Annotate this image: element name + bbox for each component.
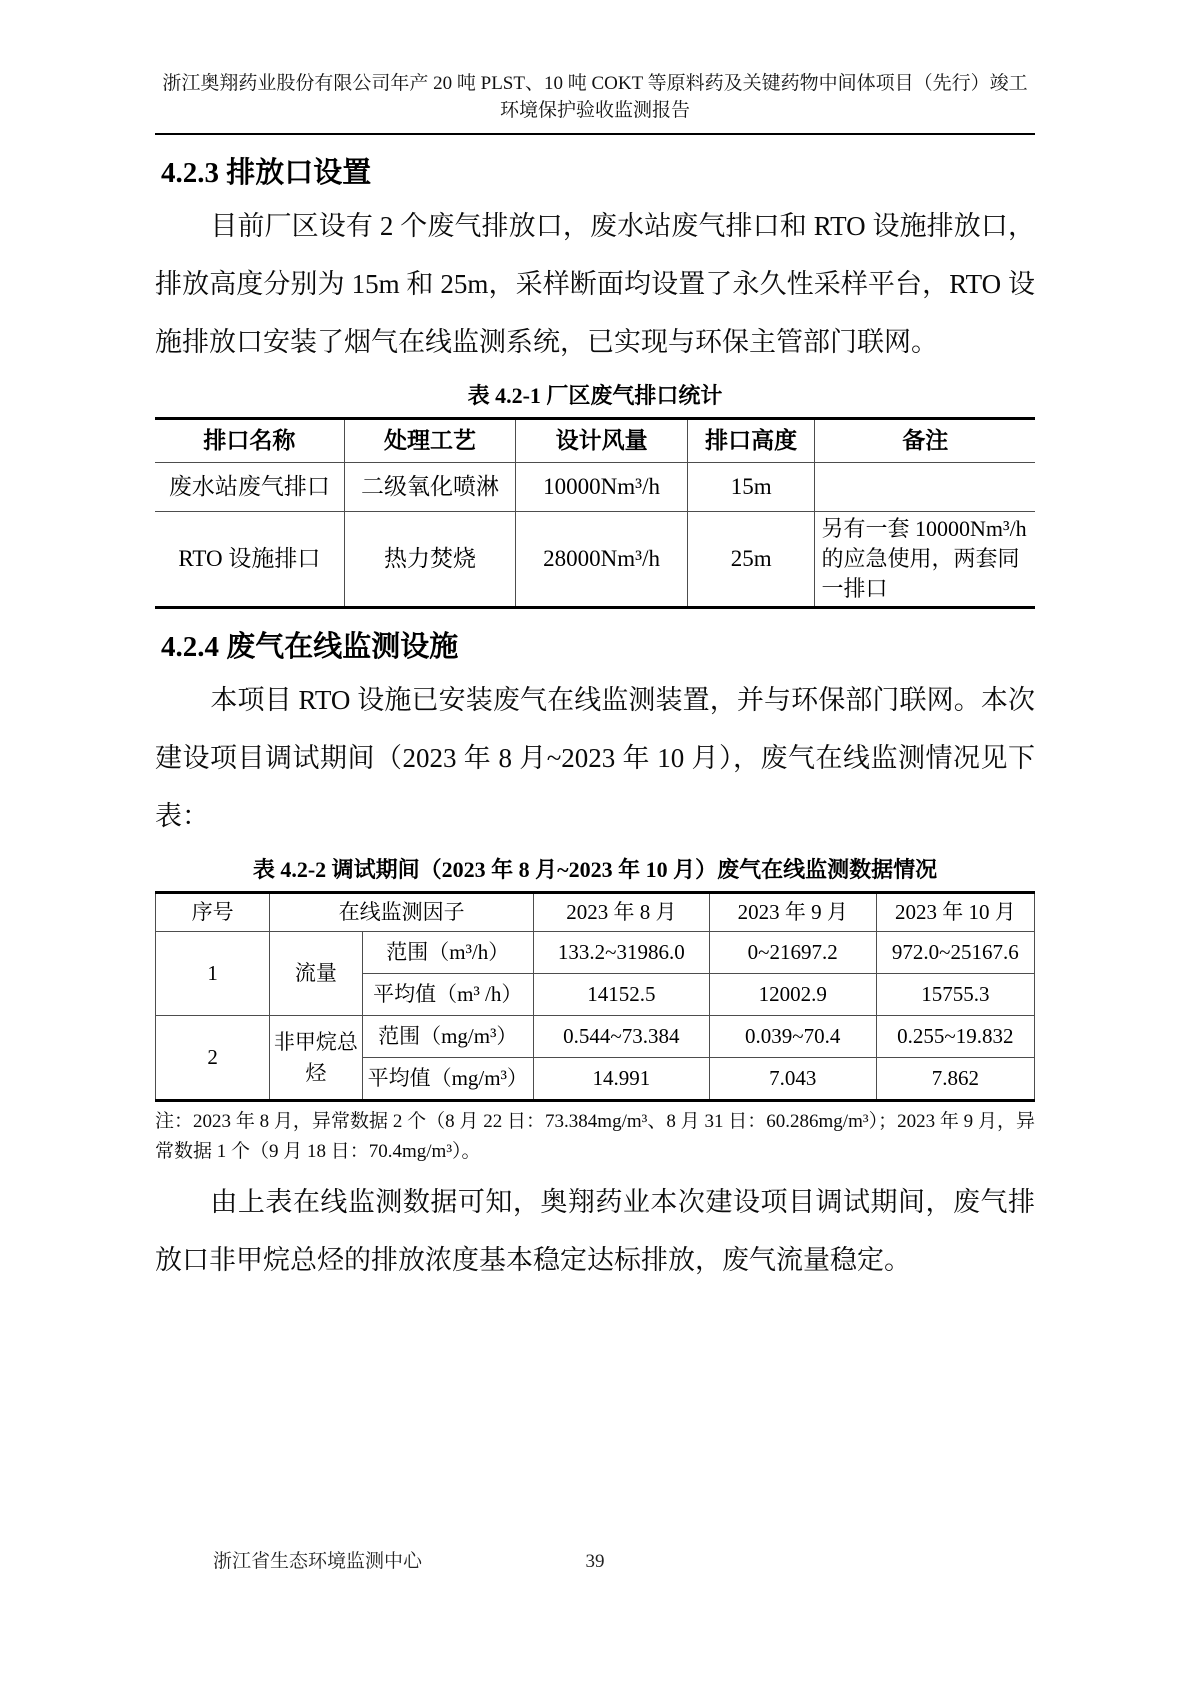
cell-height: 25m xyxy=(687,512,815,608)
col-header-no: 序号 xyxy=(156,893,270,932)
table-row xyxy=(156,932,1035,974)
table-row xyxy=(155,463,1035,512)
col-header-factor: 在线监测因子 xyxy=(270,893,534,932)
cell-value-oct: 972.0~25167.6 xyxy=(876,932,1034,974)
col-header-outlet-name: 排口名称 xyxy=(155,419,344,463)
col-header-airflow: 设计风量 xyxy=(516,419,688,463)
table-outlet-statistics xyxy=(155,417,1035,609)
paragraph-conclusion: 由上表在线监测数据可知，奥翔药业本次建设项目调试期间，废气排放口非甲烷总烃的排放浓度基本稳定达标排放，废气流量稳定。 xyxy=(155,1187,1035,1275)
cell-process: 热力焚烧 xyxy=(344,512,516,608)
cell-value-oct: 0.255~19.832 xyxy=(876,1016,1034,1058)
cell-stat-label: 范围（m³/h） xyxy=(362,932,533,974)
footer-page-number: 39 xyxy=(585,1551,605,1572)
table-note: 注：2023 年 8 月，异常数据 2 个（8 月 22 日：73.384mg/m³、8 月 31 日：60.286mg/m³）；2023 年 9 月，异常数据 1 个（9 月 18 日：70.4mg/m³）。 xyxy=(155,1111,1035,1162)
cell-value-oct: 7.862 xyxy=(876,1058,1034,1101)
section-heading-424: 4.2.4 废气在线监测设施 xyxy=(161,631,459,663)
footer-organization: 浙江省生态环境监测中心 xyxy=(213,1551,423,1572)
section-heading-423: 4.2.3 排放口设置 xyxy=(161,157,372,189)
cell-value-sep: 12002.9 xyxy=(709,974,876,1016)
cell-remark: 另有一套 10000Nm³/h 的应急使用，两套同一排口 xyxy=(815,512,1035,608)
cell-outlet-name: RTO 设施排口 xyxy=(155,512,344,608)
table-422-header-row xyxy=(156,893,1035,932)
cell-stat-label: 平均值（m³ /h） xyxy=(362,974,533,1016)
cell-value-oct: 15755.3 xyxy=(876,974,1034,1016)
cell-airflow: 28000Nm³/h xyxy=(516,512,688,608)
paragraph-outlets: 目前厂区设有 2 个废气排放口，废水站废气排口和 RTO 设施排放口，排放高度分别为 15m 和 25m，采样断面均设置了永久性采样平台，RTO 设施排放口安装了烟气在线监测系统，已实现与环保主管部门联网。 xyxy=(155,211,1035,357)
cell-stat-label: 平均值（mg/m³） xyxy=(362,1058,533,1101)
table-422-caption: 表 4.2-2 调试期间（2023 年 8 月~2023 年 10 月）废气在线监测数据情况 xyxy=(252,857,938,882)
table-row xyxy=(155,512,1035,608)
cell-no: 2 xyxy=(156,1016,270,1101)
paragraph-online-monitoring: 本项目 RTO 设施已安装废气在线监测装置，并与环保部门联网。本次建设项目调试期间（2023 年 8 月~2023 年 10 月），废气在线监测情况见下表： xyxy=(155,685,1035,831)
col-header-aug: 2023 年 8 月 xyxy=(533,893,709,932)
cell-factor: 非甲烷总烃 xyxy=(270,1016,362,1101)
col-header-height: 排口高度 xyxy=(687,419,815,463)
col-header-oct: 2023 年 10 月 xyxy=(876,893,1034,932)
report-title: 浙江奥翔药业股份有限公司年产 20 吨 PLST、10 吨 COKT 等原料药及关键药物中间体项目（先行）竣工环境保护验收监测报告 xyxy=(162,73,1028,121)
cell-value-aug: 133.2~31986.0 xyxy=(533,932,709,974)
cell-remark xyxy=(815,463,1035,512)
cell-no: 1 xyxy=(156,932,270,1016)
table-online-monitoring-data xyxy=(155,891,1035,1102)
cell-process: 二级氧化喷淋 xyxy=(344,463,516,512)
cell-factor: 流量 xyxy=(270,932,362,1016)
cell-height: 15m xyxy=(687,463,815,512)
cell-airflow: 10000Nm³/h xyxy=(516,463,688,512)
table-row xyxy=(156,1016,1035,1058)
cell-stat-label: 范围（mg/m³） xyxy=(362,1016,533,1058)
cell-value-aug: 14.991 xyxy=(533,1058,709,1101)
cell-value-aug: 0.544~73.384 xyxy=(533,1016,709,1058)
table-421-caption: 表 4.2-1 厂区废气排口统计 xyxy=(467,383,723,408)
col-header-sep: 2023 年 9 月 xyxy=(709,893,876,932)
cell-value-sep: 0.039~70.4 xyxy=(709,1016,876,1058)
col-header-remark: 备注 xyxy=(815,419,1035,463)
cell-value-aug: 14152.5 xyxy=(533,974,709,1016)
table-421-header-row xyxy=(155,419,1035,463)
running-header xyxy=(155,0,1035,135)
cell-outlet-name: 废水站废气排口 xyxy=(155,463,344,512)
cell-value-sep: 0~21697.2 xyxy=(709,932,876,974)
cell-value-sep: 7.043 xyxy=(709,1058,876,1101)
col-header-process: 处理工艺 xyxy=(344,419,516,463)
